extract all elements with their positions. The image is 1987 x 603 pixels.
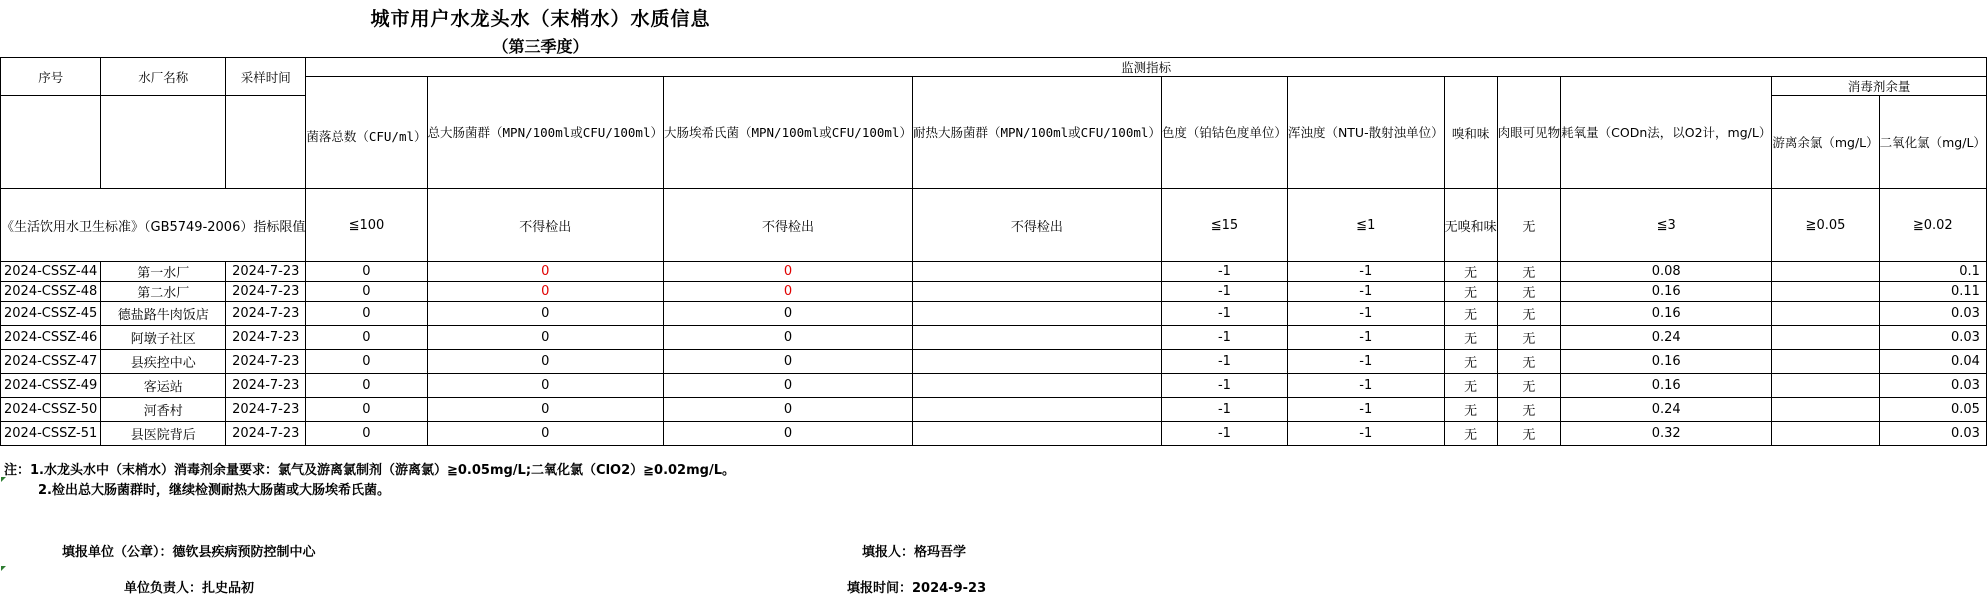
cell-color: -1 [1161,374,1287,398]
cell-coliform: 0 [427,282,663,302]
cell-clo2: 0.05 [1879,398,1986,422]
cell-thermo [912,282,1161,302]
cell-bacteria: 0 [306,282,427,302]
standard-bacteria: ≦100 [306,189,427,262]
cell-clo2: 0.04 [1879,350,1986,374]
cell-odor: 无 [1444,302,1497,326]
cell-bacteria: 0 [306,350,427,374]
cell-thermo [912,398,1161,422]
cell-plant: 德盐路牛肉饭店 [101,302,226,326]
cell-bacteria: 0 [306,262,427,282]
cell-time: 2024-7-23 [226,374,306,398]
footer-reporter: 填报人：格玛吾学 [862,545,967,560]
cell-free-cl [1772,326,1879,350]
cell-plant: 河香村 [101,398,226,422]
cell-thermo [912,302,1161,326]
cell-ecoli: 0 [663,398,912,422]
header-oxygen: 耗氧量（CODn法，以O2计，mg/L） [1561,77,1772,189]
cell-odor: 无 [1444,262,1497,282]
standard-turbidity: ≦1 [1287,189,1444,262]
cell-clo2: 0.03 [1879,422,1986,446]
cell-oxygen: 0.16 [1561,302,1772,326]
cell-turbidity: -1 [1287,326,1444,350]
cell-ecoli: 0 [663,262,912,282]
cell-ecoli: 0 [663,282,912,302]
cell-coliform: 0 [427,398,663,422]
cell-oxygen: 0.32 [1561,422,1772,446]
cell-clo2: 0.03 [1879,326,1986,350]
cell-coliform: 0 [427,262,663,282]
header-turbidity: 浑浊度（NTU-散射浊单位） [1287,77,1444,189]
header-coliform: 总大肠菌群（MPN/100ml或CFU/100ml） [427,77,663,189]
cell-plant: 第一水厂 [101,262,226,282]
header-ecoli: 大肠埃希氏菌（MPN/100ml或CFU/100ml） [663,77,912,189]
standard-odor: 无嗅和味 [1444,189,1497,262]
header-chlorine-dioxide: 二氧化氯（mg/L） [1879,96,1986,189]
cell-plant: 县医院背后 [101,422,226,446]
cell-color: -1 [1161,326,1287,350]
header-time: 采样时间 [226,58,306,96]
cell-visible: 无 [1497,302,1561,326]
standard-coliform: 不得检出 [427,189,663,262]
cell-free-cl [1772,374,1879,398]
cell-oxygen: 0.16 [1561,374,1772,398]
cell-bacteria: 0 [306,398,427,422]
cell-odor: 无 [1444,374,1497,398]
cell-visible: 无 [1497,350,1561,374]
table-row [1,282,1987,302]
cell-oxygen: 0.24 [1561,398,1772,422]
cell-plant: 县疾控中心 [101,350,226,374]
standard-chlorine-dioxide: ≧0.02 [1879,189,1986,262]
page-title: 城市用户水龙头水（末梢水）水质信息 [370,8,711,30]
cell-bacteria: 0 [306,374,427,398]
standard-visible: 无 [1497,189,1561,262]
footer-date: 填报时间：2024-9-23 [847,581,987,596]
cell-visible: 无 [1497,282,1561,302]
cell-visible: 无 [1497,398,1561,422]
header-color: 色度（铂钴色度单位） [1161,77,1287,189]
cell-id: 2024-CSSZ-50 [1,398,101,422]
cell-color: -1 [1161,302,1287,326]
cell-ecoli: 0 [663,350,912,374]
standard-row [1,189,1987,262]
cell-time: 2024-7-23 [226,398,306,422]
cell-visible: 无 [1497,326,1561,350]
table-row [1,262,1987,282]
header-free-chlorine: 游离余氯（mg/L） [1772,96,1879,189]
cell-id: 2024-CSSZ-44 [1,262,101,282]
cell-id: 2024-CSSZ-51 [1,422,101,446]
header-seq: 序号 [1,58,101,96]
cell-ecoli: 0 [663,302,912,326]
cell-bacteria: 0 [306,326,427,350]
cell-thermo [912,326,1161,350]
cell-time: 2024-7-23 [226,302,306,326]
cell-ecoli: 0 [663,326,912,350]
footer-unit: 填报单位（公章）：德钦县疾病预防控制中心 [62,545,316,560]
cell-odor: 无 [1444,422,1497,446]
header-odor: 嗅和味 [1444,77,1497,189]
cell-color: -1 [1161,282,1287,302]
cell-turbidity: -1 [1287,422,1444,446]
cell-odor: 无 [1444,398,1497,422]
water-quality-table [0,57,1987,446]
cell-odor: 无 [1444,282,1497,302]
cell-odor: 无 [1444,350,1497,374]
cell-id: 2024-CSSZ-46 [1,326,101,350]
table-row [1,350,1987,374]
header-disinfectant-group: 消毒剂余量 [1772,77,1987,96]
cell-comment-marker [1,566,6,571]
cell-bacteria: 0 [306,302,427,326]
header-bacteria: 菌落总数（CFU/ml） [306,77,427,189]
standard-ecoli: 不得检出 [663,189,912,262]
cell-plant: 客运站 [101,374,226,398]
cell-color: -1 [1161,262,1287,282]
cell-clo2: 0.03 [1879,302,1986,326]
cell-coliform: 0 [427,302,663,326]
note-line-2: 2.检出总大肠菌群时，继续检测耐热大肠菌或大肠埃希氏菌。 [38,483,390,498]
cell-time: 2024-7-23 [226,422,306,446]
cell-color: -1 [1161,422,1287,446]
note-line-1: 注：1.水龙头水中（末梢水）消毒剂余量要求：氯气及游离氯制剂（游离氯）≧0.05mg/L;二氧化氯（ClO2）≧0.02mg/L。 [4,463,735,478]
cell-clo2: 0.1 [1879,262,1986,282]
cell-id: 2024-CSSZ-45 [1,302,101,326]
cell-ecoli: 0 [663,374,912,398]
cell-turbidity: -1 [1287,302,1444,326]
cell-id: 2024-CSSZ-47 [1,350,101,374]
standard-thermo: 不得检出 [912,189,1161,262]
cell-thermo [912,350,1161,374]
cell-coliform: 0 [427,326,663,350]
standard-oxygen: ≦3 [1561,189,1772,262]
header-plant: 水厂名称 [101,58,226,96]
cell-thermo [912,262,1161,282]
cell-turbidity: -1 [1287,398,1444,422]
standard-free-chlorine: ≧0.05 [1772,189,1879,262]
cell-thermo [912,374,1161,398]
cell-time: 2024-7-23 [226,282,306,302]
cell-free-cl [1772,422,1879,446]
header-indicators-group: 监测指标 [306,58,1987,77]
cell-free-cl [1772,262,1879,282]
table-row [1,398,1987,422]
cell-oxygen: 0.16 [1561,350,1772,374]
cell-time: 2024-7-23 [226,326,306,350]
cell-id: 2024-CSSZ-49 [1,374,101,398]
cell-id: 2024-CSSZ-48 [1,282,101,302]
cell-turbidity: -1 [1287,262,1444,282]
cell-visible: 无 [1497,374,1561,398]
cell-turbidity: -1 [1287,282,1444,302]
header-time-spacer [226,96,306,189]
footer-responsible: 单位负责人：扎史品初 [124,581,255,596]
cell-bacteria: 0 [306,422,427,446]
cell-plant: 第二水厂 [101,282,226,302]
cell-oxygen: 0.24 [1561,326,1772,350]
cell-turbidity: -1 [1287,374,1444,398]
header-seq-spacer [1,96,101,189]
cell-plant: 阿墩子社区 [101,326,226,350]
cell-free-cl [1772,398,1879,422]
cell-time: 2024-7-23 [226,350,306,374]
standard-color: ≦15 [1161,189,1287,262]
table-row [1,374,1987,398]
cell-coliform: 0 [427,422,663,446]
cell-coliform: 0 [427,374,663,398]
standard-label: 《生活饮用水卫生标准》（GB5749-2006）指标限值 [1,189,306,262]
cell-clo2: 0.03 [1879,374,1986,398]
cell-odor: 无 [1444,326,1497,350]
cell-coliform: 0 [427,350,663,374]
page-subtitle: （第三季度） [492,37,589,56]
cell-visible: 无 [1497,262,1561,282]
header-visible: 肉眼可见物 [1497,77,1561,189]
cell-free-cl [1772,302,1879,326]
cell-free-cl [1772,282,1879,302]
cell-turbidity: -1 [1287,350,1444,374]
cell-color: -1 [1161,350,1287,374]
cell-oxygen: 0.16 [1561,282,1772,302]
header-thermo: 耐热大肠菌群（MPN/100ml或CFU/100ml） [912,77,1161,189]
table-row [1,422,1987,446]
cell-clo2: 0.11 [1879,282,1986,302]
cell-oxygen: 0.08 [1561,262,1772,282]
cell-ecoli: 0 [663,422,912,446]
cell-color: -1 [1161,398,1287,422]
table-row [1,326,1987,350]
table-row [1,302,1987,326]
cell-visible: 无 [1497,422,1561,446]
cell-time: 2024-7-23 [226,262,306,282]
cell-thermo [912,422,1161,446]
header-plant-spacer [101,96,226,189]
cell-free-cl [1772,350,1879,374]
